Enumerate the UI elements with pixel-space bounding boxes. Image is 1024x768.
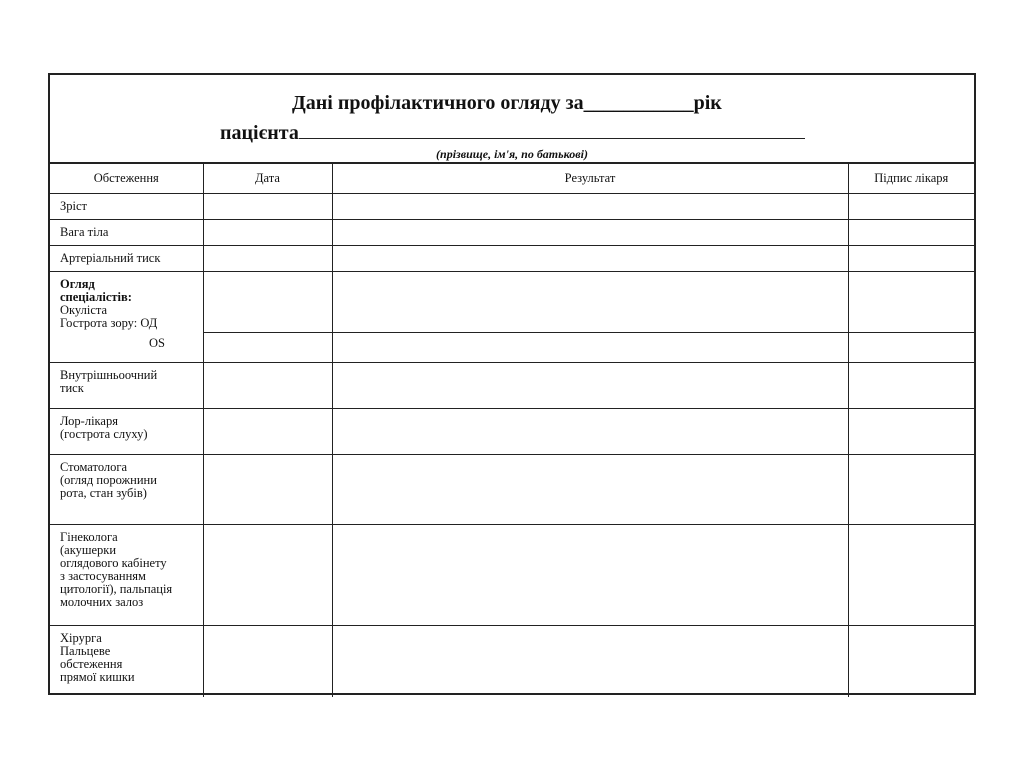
result-cell[interactable] xyxy=(332,362,848,408)
table-row xyxy=(50,408,974,454)
column-header-signature: Підпис лікаря xyxy=(848,164,974,193)
exam-form xyxy=(48,73,976,695)
dentist-label-line: рота, стан зубів) xyxy=(60,485,147,500)
signature-cell[interactable] xyxy=(848,454,974,524)
date-cell-os[interactable] xyxy=(203,332,332,362)
row-label-specialists xyxy=(50,271,203,362)
surgeon-label-line: Пальцеве xyxy=(60,643,111,658)
table-row xyxy=(50,193,974,219)
column-header-result: Результат xyxy=(332,164,848,193)
result-cell[interactable] xyxy=(332,625,848,697)
date-cell[interactable] xyxy=(203,524,332,625)
gynecologist-label-line: з застосуванням xyxy=(60,568,146,583)
date-cell[interactable] xyxy=(203,454,332,524)
signature-cell[interactable] xyxy=(848,193,974,219)
result-cell[interactable] xyxy=(332,408,848,454)
table-header-row xyxy=(50,164,974,193)
date-cell[interactable] xyxy=(203,362,332,408)
surgeon-label-line: Хірурга xyxy=(60,630,102,645)
signature-cell[interactable] xyxy=(848,219,974,245)
gynecologist-label-line: (акушерки xyxy=(60,542,117,557)
table-row xyxy=(50,245,974,271)
row-label-iop xyxy=(50,362,203,408)
form-header xyxy=(50,75,974,164)
date-cell[interactable] xyxy=(203,625,332,697)
patient-name-line[interactable] xyxy=(299,124,805,139)
surgeon-label-line: обстеження xyxy=(60,656,123,671)
signature-cell[interactable] xyxy=(848,524,974,625)
date-cell[interactable] xyxy=(203,219,332,245)
date-cell[interactable] xyxy=(203,193,332,219)
patient-line xyxy=(220,122,805,145)
row-label-oculist: Окуліста xyxy=(60,302,108,317)
dentist-label-line: (огляд порожнини xyxy=(60,472,157,487)
row-label-weight: Вага тіла xyxy=(50,219,203,245)
gynecologist-label-line: цитології), пальпація xyxy=(60,581,173,596)
table-row xyxy=(50,524,974,625)
date-cell-od[interactable] xyxy=(203,271,332,332)
patient-hint: (прізвище, ім'я, по батькові) xyxy=(436,147,588,161)
dentist-label-line: Стоматолога xyxy=(60,459,128,474)
gynecologist-label-line: Гінеколога xyxy=(60,529,118,544)
surgeon-label-line: прямої кишки xyxy=(60,669,135,684)
row-label-ent xyxy=(50,408,203,454)
signature-cell[interactable] xyxy=(848,625,974,697)
signature-cell[interactable] xyxy=(848,408,974,454)
table-row xyxy=(50,625,974,697)
ent-label-line: Лор-лікаря xyxy=(60,413,118,428)
result-cell[interactable] xyxy=(332,245,848,271)
ent-label-line: (гострота слуху) xyxy=(60,426,148,441)
table-row xyxy=(50,454,974,524)
row-label-height: Зріст xyxy=(50,193,203,219)
date-cell[interactable] xyxy=(203,245,332,271)
exam-table xyxy=(50,164,974,697)
iop-label-line: Внутрішньоочний xyxy=(60,367,158,382)
iop-label-line: тиск xyxy=(60,380,84,395)
result-cell-os[interactable] xyxy=(332,332,848,362)
result-cell[interactable] xyxy=(332,193,848,219)
result-cell[interactable] xyxy=(332,524,848,625)
row-label-acuity-od: Гострота зору: ОД xyxy=(60,315,158,330)
result-cell[interactable] xyxy=(332,219,848,245)
result-cell[interactable] xyxy=(332,454,848,524)
column-header-exam: Обстеження xyxy=(50,164,203,193)
signature-cell[interactable] xyxy=(848,362,974,408)
row-label-pressure: Артеріальний тиск xyxy=(50,245,203,271)
specialists-heading-cont: спеціалістів: xyxy=(60,289,132,304)
specialists-heading: Огляд xyxy=(60,276,95,291)
table-row xyxy=(50,362,974,408)
gynecologist-label-line: оглядового кабінету xyxy=(60,555,167,570)
column-header-date: Дата xyxy=(203,164,332,193)
table-row xyxy=(50,219,974,245)
date-cell[interactable] xyxy=(203,408,332,454)
gynecologist-label-line: молочних залоз xyxy=(60,594,144,609)
row-label-gynecologist xyxy=(50,524,203,625)
row-label-dentist xyxy=(50,454,203,524)
result-cell-od[interactable] xyxy=(332,271,848,332)
signature-cell-os[interactable] xyxy=(848,332,974,362)
form-title: Дані профілактичного огляду за___________рік xyxy=(292,92,722,114)
signature-cell-od[interactable] xyxy=(848,271,974,332)
row-label-surgeon xyxy=(50,625,203,697)
signature-cell[interactable] xyxy=(848,245,974,271)
table-row xyxy=(50,271,974,332)
row-label-acuity-os: OS xyxy=(149,335,165,350)
patient-label: пацієнта xyxy=(220,122,299,144)
